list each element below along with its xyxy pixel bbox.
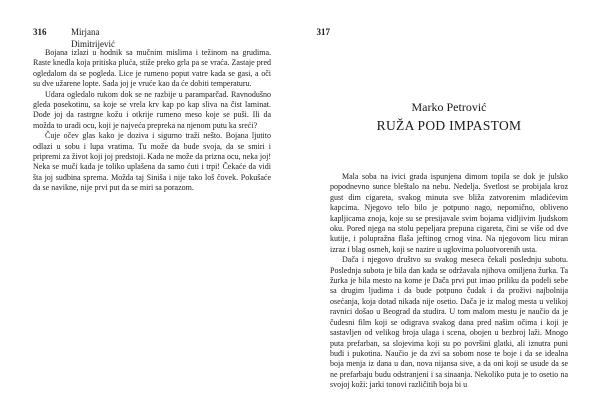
story-author: Marko Petrović — [411, 100, 487, 114]
paragraph: Udara ogledalo rukom dok se ne razbije u paramparčad. Ravnodušno gleda posekotinu, sa koje se vrela krv kap po kap sliva na čist laminat. Dođe joj da rastrgne kožu i otkrije rumeno meso koje se puši. Ili da možda to uradi ocu, koji je najveća prepreka na njenom putu ka sreći? — [33, 89, 271, 130]
paragraph: Čuje očev glas kako je doziva i sigurno traži nešto. Bojana ljutito odlazi u sobu i lupa vratima. Tu može da bude svoja, da se smiri i pripremi za život koji joj predstoji. Kada ne može da prizna ocu, neka joj! Neka se muči kada je toliko uplašena da samo ćuti i trpi! Čekaće da vidi šta joj sudbina sprema. Možda taj Siniša i nije tako loš čovek. Pokušaće da se navikne, nije prvi put da se miri sa porazom. — [33, 131, 271, 193]
left-page-body — [33, 48, 271, 194]
paragraph: Dača i njegovo društvo su svakog meseca čekali poslednju subotu. Poslednja subota je bila dan kada se održavala njihova omiljena žurka. Ta žurka je bila mesto na kome je Dača prvi put imao priliku da podeli sebe sa drugim ljudima i da bude potpuno čudak i da proživi najbolnija osećanja, koja dotad nikada nije osetio. Dača je iz malog mesta u velikoj ravnici došao u Beograd da studira. U tom malom mestu je naučio da je čudesni film koji se odigrava svakog dana pred našim očima i koji je sastavljen od velikog broja ulaga i scena, obojen u bezbroj laži. Mnogo puta prefarban, sa slojevima koji su po površini glatki, ali iznutra puni buđi i pukotina. Naučio je da zvi sa sobom nose te boje i da se idealna boja menja iz dana u dan, nova nijansa sive, a da oni koji se usude da se ne prefarbaju budu odstranjeni i sa sinaanja. Nekoliko puta je to osetio na svojoj koži: jarki tonovi različitih boja bi u — [330, 255, 568, 390]
paragraph: Mala soba na ivici grada ispunjena dimom topila se dok je julsko popodnevno sunce bleštalo na nebu. Nedelja. Svetlost se probijala kroz gust dim cigareta, svakog minuta sve bliža zatvorenim mladićevim kapcima. Njegovo telo bilo je potpuno nago, nepomično, obliveno kapljicama znoja, koje su se presijavale svim bojama vidljivim ljudskom oku. Pored njega na stolu pepeljara prepuna cigareta, čini se više od dve kutije, i polupražna flaša jeftinog crnog vina. Na njegovom licu miran izraz i blag osmeh, koji se nazire u uglovima poluotvorenih usta. — [330, 172, 568, 254]
left-page-number: 316 — [33, 27, 47, 37]
right-page-body — [330, 172, 568, 391]
paragraph: Bojana izlazi u hodnik sa mučnim mislima i težinom na grudima. Raste knedla koja pritiska pluća, stiže preko grla pa se vraća. Zastaje pred ogledalom da se pogleda. Lice je rumeno poput vatre kada se gasi, a oči su dve užarene lopte. Sada joj je vruće kao da će dobiti temperaturu. — [33, 48, 271, 89]
story-title: RUŽA POD IMPASTOM — [376, 118, 522, 133]
right-page-number: 317 — [316, 27, 330, 37]
running-head-author: Mirjana Dimitrijević — [71, 27, 115, 49]
